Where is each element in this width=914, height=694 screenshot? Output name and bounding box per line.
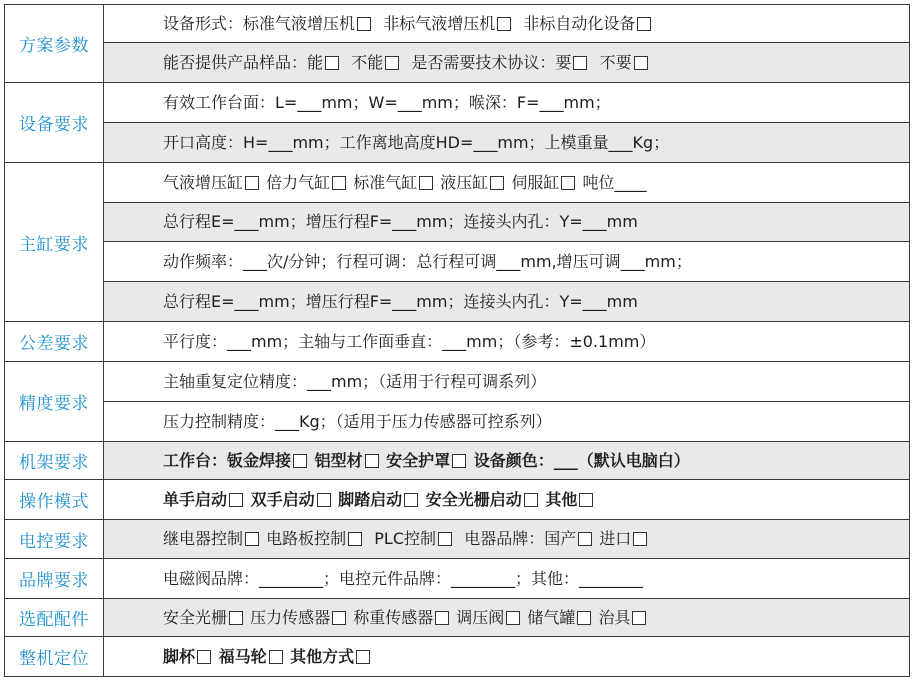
line-text: 单手启动 xyxy=(163,489,228,509)
line-text: 继电器控制 xyxy=(163,529,244,548)
form-line xyxy=(104,520,910,559)
option-checkbox[interactable] xyxy=(452,454,466,468)
form-line xyxy=(104,637,910,677)
option-checkbox[interactable] xyxy=(573,56,587,70)
option-checkbox[interactable] xyxy=(229,611,243,625)
line-text: 不能 xyxy=(341,52,384,72)
form-row xyxy=(5,163,910,203)
line-text: 平行度：___mm；主轴与工作面垂直：___mm；（参考：±0.1mm） xyxy=(163,331,656,351)
option-checkbox[interactable] xyxy=(578,532,592,546)
category-label: 设备要求 xyxy=(5,83,104,163)
form-line xyxy=(104,163,910,203)
option-checkbox[interactable] xyxy=(632,611,646,625)
form-line xyxy=(104,282,910,322)
line-text: 总行程E=___mm；增压行程F=___mm；连接头内孔：Y=___mm xyxy=(163,291,638,311)
option-checkbox[interactable] xyxy=(633,532,647,546)
category-label: 方案参数 xyxy=(5,5,104,83)
line-text: 动作频率：___次/分钟；行程可调：总行程可调___mm,增压可调___mm； xyxy=(163,251,692,271)
line-text: 设备形式：标准气液增压机 xyxy=(163,13,356,33)
line-text: 有效工作台面：L=___mm；W=___mm；喉深：F=___mm； xyxy=(163,92,611,112)
option-checkbox[interactable] xyxy=(332,611,346,625)
form-row xyxy=(5,282,910,322)
option-checkbox[interactable] xyxy=(348,532,362,546)
option-checkbox[interactable] xyxy=(317,493,331,507)
form-row xyxy=(5,43,910,83)
option-checkbox[interactable] xyxy=(229,493,243,507)
form-line xyxy=(104,242,910,282)
form-row xyxy=(5,559,910,599)
form-line xyxy=(104,322,910,362)
form-line xyxy=(104,480,910,520)
line-text: 倍力气缸 xyxy=(261,172,331,192)
option-checkbox[interactable] xyxy=(506,611,520,625)
form-row xyxy=(5,637,910,677)
form-row xyxy=(5,599,910,637)
form-line xyxy=(104,123,910,163)
line-text: 其他 xyxy=(539,489,578,509)
line-text: 压力控制精度：___Kg；（适用于压力传感器可控系列） xyxy=(163,411,552,431)
line-text: 安全光栅启动 xyxy=(420,489,522,509)
option-checkbox[interactable] xyxy=(634,56,648,70)
form-line xyxy=(104,402,910,442)
line-text: 开口高度：H=___mm；工作离地高度HD=___mm；上模重量___Kg； xyxy=(163,132,670,152)
option-checkbox[interactable] xyxy=(357,17,371,31)
option-checkbox[interactable] xyxy=(577,611,591,625)
form-row xyxy=(5,83,910,123)
option-checkbox[interactable] xyxy=(490,176,504,190)
line-text: 液压缸 xyxy=(435,172,489,192)
line-text: PLC控制 xyxy=(364,529,437,548)
form-row xyxy=(5,442,910,480)
option-checkbox[interactable] xyxy=(579,493,593,507)
form-row xyxy=(5,203,910,242)
option-checkbox[interactable] xyxy=(385,56,399,70)
form-row xyxy=(5,362,910,402)
line-text: 安全光栅 xyxy=(163,607,228,627)
line-text: 总行程E=___mm；增压行程F=___mm；连接头内孔：Y=___mm xyxy=(163,212,638,231)
form-row xyxy=(5,322,910,362)
line-text: 电路板控制 xyxy=(261,529,347,548)
line-text: 能否提供产品样品：能 xyxy=(163,52,324,72)
form-line xyxy=(104,599,910,637)
line-text: 非标气液增压机 xyxy=(373,13,496,33)
category-label: 主缸要求 xyxy=(5,163,104,322)
option-checkbox[interactable] xyxy=(293,454,307,468)
line-text: 进口 xyxy=(594,529,632,548)
form-row xyxy=(5,5,910,43)
line-text: 伺服缸 xyxy=(506,172,560,192)
option-checkbox[interactable] xyxy=(561,176,575,190)
line-text: 是否需要技术协议：要 xyxy=(401,52,572,72)
line-text: 调压阀 xyxy=(451,607,505,627)
line-text: 治具 xyxy=(593,607,631,627)
form-line xyxy=(104,442,910,480)
option-checkbox[interactable] xyxy=(419,176,433,190)
line-text: 其他方式 xyxy=(284,646,355,666)
option-checkbox[interactable] xyxy=(332,176,346,190)
line-text: 气液增压缸 xyxy=(163,172,244,192)
category-label: 选配配件 xyxy=(5,599,104,637)
form-line xyxy=(104,83,910,123)
form-line xyxy=(104,559,910,599)
category-label: 整机定位 xyxy=(5,637,104,677)
form-line xyxy=(104,5,910,43)
form-row xyxy=(5,242,910,282)
line-text: 非标自动化设备 xyxy=(513,13,636,33)
form-row xyxy=(5,123,910,163)
option-checkbox[interactable] xyxy=(325,56,339,70)
option-checkbox[interactable] xyxy=(245,176,259,190)
category-label: 电控要求 xyxy=(5,520,104,559)
category-label: 操作模式 xyxy=(5,480,104,520)
line-text: 储气罐 xyxy=(522,607,576,627)
line-text: 铝型材 xyxy=(309,450,363,470)
form-row xyxy=(5,402,910,442)
option-checkbox[interactable] xyxy=(497,17,511,31)
line-text: 电器品牌：国产 xyxy=(454,529,577,548)
line-text: 吨位____ xyxy=(577,172,647,192)
option-checkbox[interactable] xyxy=(524,493,538,507)
line-text: 主轴重复定位精度：___mm；（适用于行程可调系列） xyxy=(163,371,547,391)
line-text: 标准气缸 xyxy=(348,172,418,192)
form-line xyxy=(104,362,910,402)
line-text: 压力传感器 xyxy=(245,607,331,627)
line-text: 安全护罩 xyxy=(380,450,451,470)
line-text: 福马轮 xyxy=(213,646,267,666)
option-checkbox[interactable] xyxy=(356,650,370,664)
category-label: 机架要求 xyxy=(5,442,104,480)
requirements-form-table xyxy=(4,4,910,677)
option-checkbox[interactable] xyxy=(637,17,651,31)
option-checkbox[interactable] xyxy=(438,532,452,546)
option-checkbox[interactable] xyxy=(404,493,418,507)
option-checkbox[interactable] xyxy=(269,650,283,664)
line-text: 称重传感器 xyxy=(348,607,434,627)
form-row xyxy=(5,520,910,559)
line-text: 设备颜色：___（默认电脑白） xyxy=(468,450,690,470)
form-line xyxy=(104,43,910,83)
line-text: 脚踏启动 xyxy=(332,489,403,509)
line-text: 电磁阀品牌：________；电控元件品牌：________；其他：________ xyxy=(163,568,644,588)
line-text: 双手启动 xyxy=(245,489,315,509)
line-text: 脚杯 xyxy=(163,646,196,666)
line-text: 工作台：钣金焊接 xyxy=(163,450,292,470)
line-text: 不要 xyxy=(589,52,632,72)
option-checkbox[interactable] xyxy=(435,611,449,625)
category-label: 精度要求 xyxy=(5,362,104,442)
form-line xyxy=(104,203,910,242)
category-label: 品牌要求 xyxy=(5,559,104,599)
option-checkbox[interactable] xyxy=(365,454,379,468)
category-label: 公差要求 xyxy=(5,322,104,362)
form-row xyxy=(5,480,910,520)
option-checkbox[interactable] xyxy=(197,650,211,664)
option-checkbox[interactable] xyxy=(245,532,259,546)
